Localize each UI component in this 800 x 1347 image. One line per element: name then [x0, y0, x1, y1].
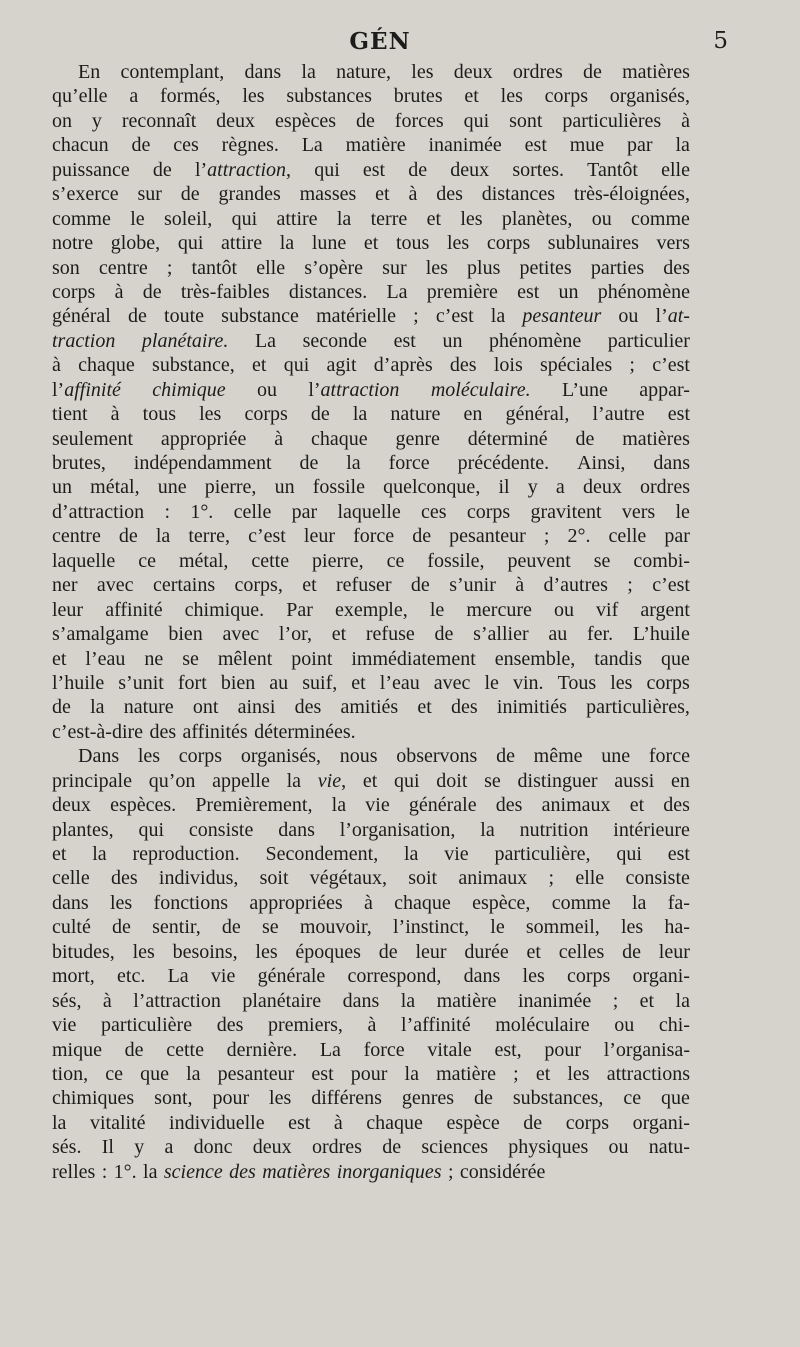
text-line: et l’eau ne se mêlent point immédiatement ensemble, tandis que — [52, 647, 690, 670]
text-line: celle des individus, soit végétaux, soit animaux ; elle consiste — [52, 867, 690, 890]
text-line: culté de sentir, de se mouvoir, l’instinct, le sommeil, les ha- — [52, 916, 690, 939]
text-line: Dans les corps organisés, nous observons de même une force — [78, 745, 690, 768]
text-line: et la reproduction. Secondement, la vie particulière, qui est — [52, 843, 690, 865]
text-line: on y reconnaît deux espèces de forces qui sont particulières à — [52, 109, 690, 132]
text-line: En contemplant, dans la nature, les deux ordres de matières — [78, 61, 690, 83]
text-line: sés, à l’attraction planétaire dans la matière inanimée ; et la — [52, 989, 690, 1012]
text-line: laquelle ce métal, cette pierre, ce fossile, peuvent se combi- — [52, 549, 690, 572]
text-line: chacun de ces règnes. La matière inanimée est mue par la — [52, 134, 690, 157]
text-line: s’amalgame bien avec l’or, et refuse de s’allier au fer. L’huile — [52, 623, 690, 646]
text-line: de la nature ont ainsi des amitiés et des inimitiés particulières, — [52, 696, 690, 719]
text-line: mort, etc. La vie générale correspond, dans les corps organi- — [52, 965, 690, 988]
text-line: comme le soleil, qui attire la terre et les planètes, ou comme — [52, 207, 690, 230]
text-line: seulement appropriée à chaque genre déterminé de matières — [52, 427, 690, 450]
text-line: c’est-à-dire des affinités déterminées. — [52, 720, 356, 743]
text-line: vie particulière des premiers, à l’affinité moléculaire ou chi- — [52, 1014, 690, 1037]
text-line: un métal, une pierre, un fossile quelconque, il y a deux ordres — [52, 476, 690, 499]
text-line: deux espèces. Premièrement, la vie générale des animaux et des — [52, 794, 690, 817]
text-line: bitudes, les besoins, les époques de leur durée et celles de leur — [52, 940, 690, 963]
text-line: puissance de l’attraction, qui est de deux sortes. Tantôt elle — [52, 158, 690, 181]
text-line: traction planétaire. La seconde est un phénomène particulier — [52, 329, 690, 352]
text-line: chimiques sont, pour les différens genres de substances, ce que — [52, 1087, 690, 1110]
text-line: ner avec certains corps, et refuser de s’unir à d’autres ; c’est — [52, 574, 690, 597]
text-line: centre de la terre, c’est leur force de pesanteur ; 2°. celle par — [52, 525, 690, 548]
text-line: la vitalité individuelle est à chaque espèce de corps organi- — [52, 1111, 690, 1134]
text-line: général de toute substance matérielle ; c’est la pesanteur ou l’at- — [52, 305, 690, 328]
paragraph — [52, 744, 690, 1184]
text-line: l’huile s’unit fort bien au suif, et l’eau avec le vin. Tous les corps — [52, 671, 690, 694]
text-line: tion, ce que la pesanteur est pour la matière ; et les attractions — [52, 1062, 690, 1085]
text-line: s’exerce sur de grandes masses et à des distances très-éloignées, — [52, 183, 690, 206]
running-head: GÉN — [349, 28, 411, 55]
text-line: son centre ; tantôt elle s’opère sur les plus petites parties des — [52, 256, 690, 279]
text-line: l’affinité chimique ou l’attraction moléculaire. L’une appar- — [52, 378, 690, 401]
text-line: notre globe, qui attire la lune et tous les corps sublunaires vers — [52, 232, 690, 255]
text-line: tient à tous les corps de la nature en général, l’autre est — [52, 403, 690, 426]
text-line: mique de cette dernière. La force vitale est, pour l’organisa- — [52, 1038, 690, 1061]
text-line: leur affinité chimique. Par exemple, le mercure ou vif argent — [52, 598, 690, 621]
text-line: brutes, indépendamment de la force précédente. Ainsi, dans — [52, 452, 690, 474]
text-line: sés. Il y a donc deux ordres de sciences physiques ou natu- — [52, 1136, 690, 1159]
text-line: qu’elle a formés, les substances brutes et les corps organisés, — [52, 85, 690, 108]
page-header — [60, 28, 728, 58]
page-number: 5 — [713, 28, 728, 54]
text-line: dans les fonctions appropriées à chaque espèce, comme la fa- — [52, 891, 690, 914]
text-line: à chaque substance, et qui agit d’après des lois spéciales ; c’est — [52, 354, 690, 377]
text-line: corps à de très-faibles distances. La première est un phénomène — [52, 280, 690, 303]
paragraph — [52, 60, 690, 744]
text-line: relles : 1°. la science des matières inorganiques ; considérée — [52, 1160, 546, 1183]
text-line: d’attraction : 1°. celle par laquelle ces corps gravitent vers le — [52, 500, 690, 523]
body-text — [52, 60, 690, 1184]
text-line: principale qu’on appelle la vie, et qui doit se distinguer aussi en — [52, 769, 690, 792]
text-line: plantes, qui consiste dans l’organisation, la nutrition intérieure — [52, 818, 690, 841]
